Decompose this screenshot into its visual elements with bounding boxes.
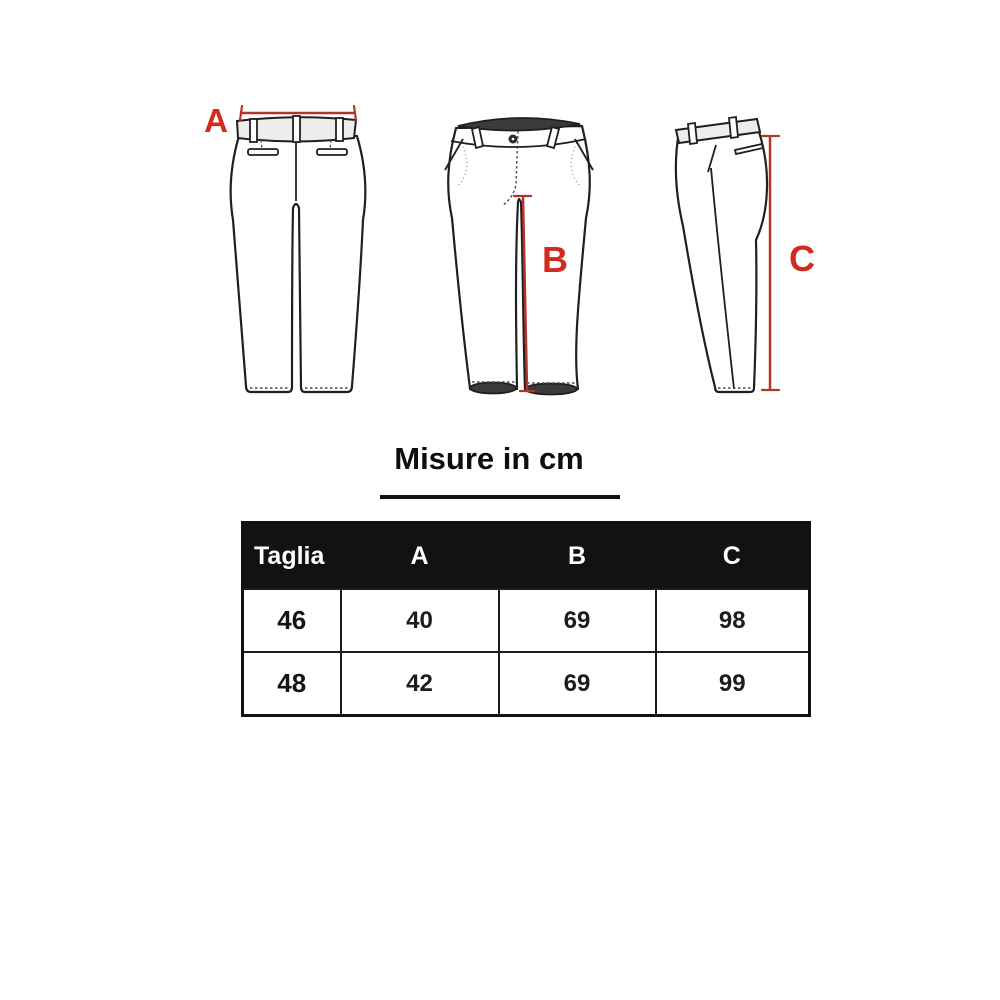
title-underline xyxy=(380,495,620,499)
size-row-46 xyxy=(243,589,810,652)
back-pocket xyxy=(248,149,278,155)
back-pocket xyxy=(317,149,347,155)
pants-back-view-figure xyxy=(231,116,366,392)
label-c: C xyxy=(789,238,815,279)
side-length-dimension-line xyxy=(762,136,815,390)
cell-size: 46 xyxy=(243,589,341,652)
size-row-48 xyxy=(243,652,810,716)
label-a: A xyxy=(204,102,228,139)
belt-loop xyxy=(293,116,300,142)
table-header-c: C xyxy=(656,523,810,590)
cell-measure-b: 69 xyxy=(499,652,656,716)
belt-loop xyxy=(729,117,738,138)
cell-measure-b: 69 xyxy=(499,589,656,652)
cell-measure-a: 42 xyxy=(341,652,499,716)
cell-size: 48 xyxy=(243,652,341,716)
page-title: Misure in cm xyxy=(394,441,584,476)
belt-loop xyxy=(688,123,697,144)
label-b: B xyxy=(542,239,568,280)
size-table-header-row xyxy=(243,523,810,590)
table-header-b: B xyxy=(499,523,656,590)
hem-opening xyxy=(525,384,577,395)
pants-measurement-diagram xyxy=(180,88,830,410)
belt-loop xyxy=(250,119,257,142)
table-header-taglia: Taglia xyxy=(243,523,341,590)
waist-button-detail xyxy=(512,138,515,141)
size-table xyxy=(241,521,811,717)
table-header-a: A xyxy=(341,523,499,590)
pants-side-view-figure xyxy=(676,117,767,392)
cell-measure-a: 40 xyxy=(341,589,499,652)
cell-measure-c: 99 xyxy=(656,652,810,716)
hem-opening xyxy=(470,383,516,394)
cell-measure-c: 98 xyxy=(656,589,810,652)
pants-front-view-figure xyxy=(445,118,593,395)
belt-loop xyxy=(336,118,343,141)
